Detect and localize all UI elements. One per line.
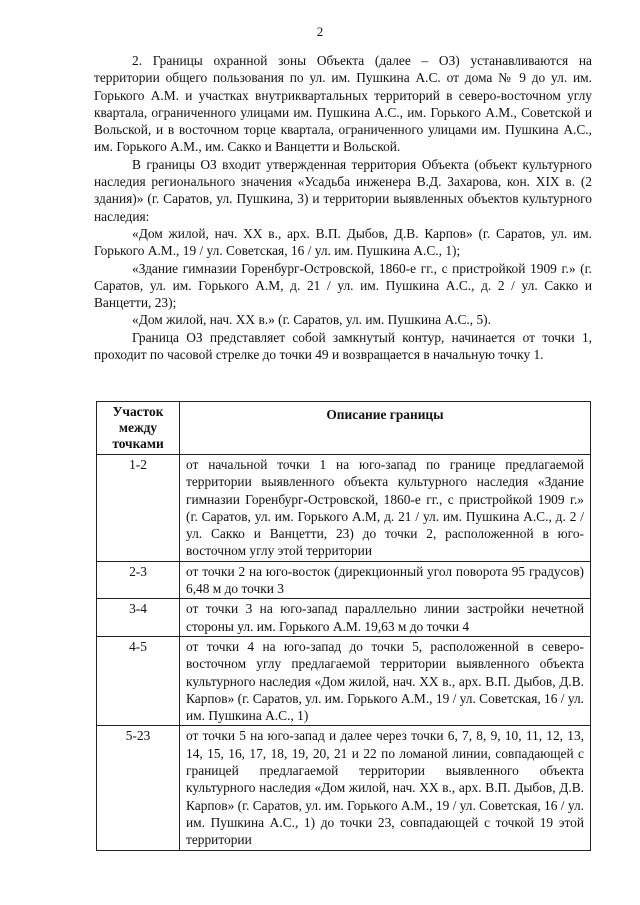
description-cell: от начальной точки 1 на юго-запад по границе предлагаемой территории выявленного объекта культурного наследия «Здание гимназии Горенбург-Островской, 1860-е гг., с пристройкой 1909 г.» (г. Саратов, ул. им. Горького А.М, д. 21 / ул. им. Пушкина А.С., д. 2 / ул. Сакко и Ванцетти, 23) до точки 2, расположенной в юго-восточном углу этой территории <box>180 455 591 562</box>
segment-cell: 4-5 <box>97 636 180 725</box>
body-text <box>94 52 592 363</box>
table-row <box>97 636 591 725</box>
paragraph-object-1: «Дом жилой, нач. XX в., арх. В.П. Дыбов, Д.В. Карпов» (г. Саратов, ул. им. Горького А.М., 19 / ул. Советская, 16 / ул. им. Пушкина А.С., 1); <box>94 225 592 259</box>
segment-cell: 5-23 <box>97 726 180 850</box>
paragraph-included-territory: В границы ОЗ входит утвержденная территория Объекта (объект культурного наследия регионального значения «Усадьба инженера В.Д. Захарова, кон. XIX в. (2 здания)» (г. Саратов, ул. Пушкина, 3) и территории выявленных объектов культурного наследия: <box>94 156 592 224</box>
table-row <box>97 455 591 562</box>
table-header-row <box>97 402 591 455</box>
paragraph-boundaries: 2. Границы охранной зоны Объекта (далее – ОЗ) устанавливаются на территории общего пользования по ул. им. Пушкина А.С. от дома № 9 до ул. им. Горького А.М. и участках внутриквартальных территорий в северо-восточном углу квартала, ограниченного улицами им. Пушкина А.С., им. Горького А.М., Советской и Вольской, и в восточном торце квартала, ограниченного улицами им. Пушкина А.С., им. Горького А.М., им. Сакко и Ванцетти и Вольской. <box>94 53 592 155</box>
paragraph-contour: Граница ОЗ представляет собой замкнутый контур, начинается от точки 1, проходит по часовой стрелке до точки 49 и возвращается в начальную точку 1. <box>94 329 592 363</box>
paragraph-object-2: «Здание гимназии Горенбург-Островской, 1860-е гг., с пристройкой 1909 г.» (г. Саратов, ул. им. Горького А.М, д. 21 / ул. им. Пушкина А.С., д. 2 / ул. Сакко и Ванцетти, 23); <box>94 260 592 311</box>
segment-cell: 3-4 <box>97 599 180 637</box>
description-cell: от точки 5 на юго-запад и далее через точки 6, 7, 8, 9, 10, 11, 12, 13, 14, 15, 16, 17, 18, 19, 20, 21 и 22 по ломаной линии, совпадающей с границей предлагаемой территории выявленного объекта культурного наследия «Дом жилой, нач. XX в., арх. В.П. Дыбов, Д.В. Карпов» (г. Саратов, ул. им. Горького А.М., 19 / ул. Советская, 16 / ул. им. Пушкина А.С., 1) до точки 23, совпадающей с точкой 19 этой территории <box>180 726 591 850</box>
page-number: 2 <box>316 24 324 39</box>
description-cell: от точки 3 на юго-запад параллельно линии застройки нечетной стороны ул. им. Горького А.М. 19,63 м до точки 4 <box>180 599 591 637</box>
paragraph-object-3: «Дом жилой, нач. XX в.» (г. Саратов, ул. им. Пушкина А.С., 5). <box>132 312 491 328</box>
table-row <box>97 599 591 637</box>
segment-cell: 2-3 <box>97 561 180 599</box>
header-description: Описание границы <box>180 402 591 455</box>
table-row <box>97 561 591 599</box>
description-cell: от точки 4 на юго-запад до точки 5, расположенной в северо-восточном углу предлагаемой территории выявленного объекта культурного наследия «Дом жилой, нач. XX в., арх. В.П. Дыбов, Д.В. Карпов» (г. Саратов, ул. им. Горького А.М., 19 / ул. Советская, 16 / ул. им. Пушкина А.С., 1) <box>180 636 591 725</box>
boundary-table <box>96 401 591 851</box>
description-cell: от точки 2 на юго-восток (дирекционный угол поворота 95 градусов) 6,48 м до точки 3 <box>180 561 591 599</box>
header-segment: Участок между точками <box>97 402 180 455</box>
segment-cell: 1-2 <box>97 455 180 562</box>
table-row <box>97 726 591 850</box>
